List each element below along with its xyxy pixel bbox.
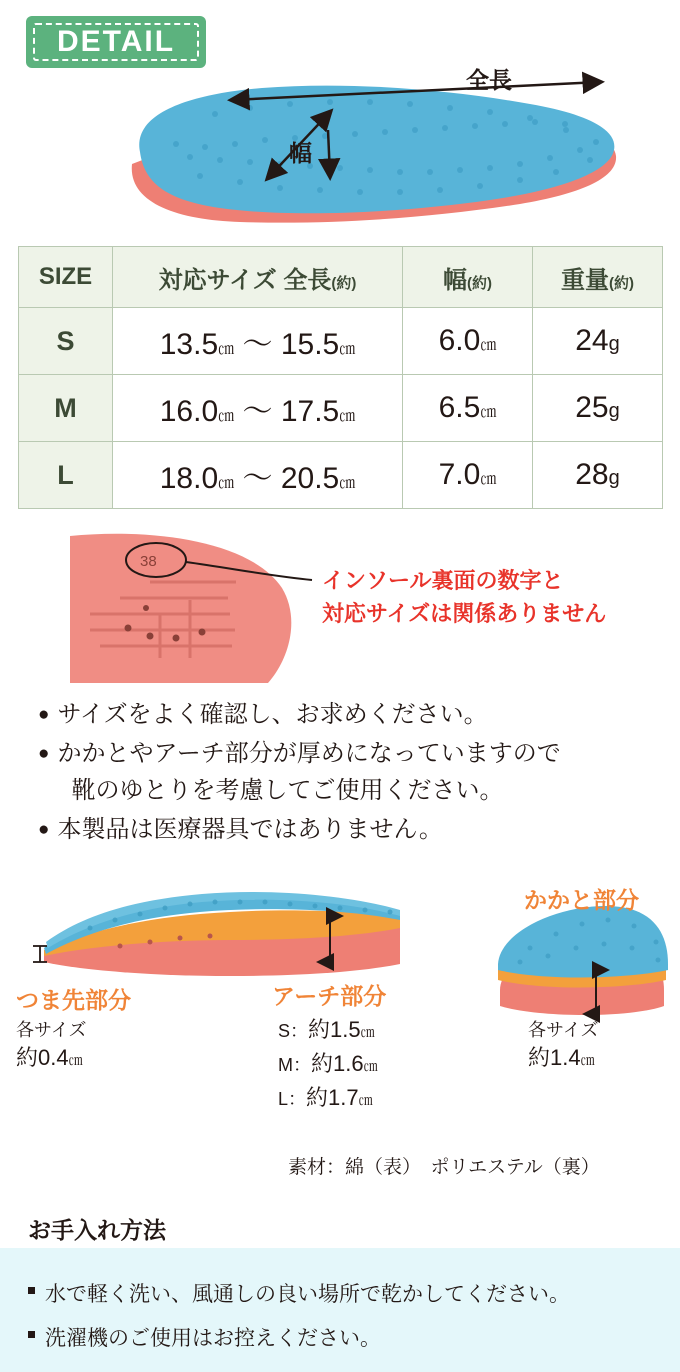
bullet-icon: ●	[38, 743, 50, 764]
cell-length	[113, 375, 403, 442]
length-max: 20.5	[280, 462, 340, 495]
care-item	[28, 1278, 570, 1308]
arch-value-m: 約1.6	[311, 1051, 364, 1076]
care-item	[28, 1322, 381, 1352]
width-unit: ㎝	[480, 404, 497, 421]
length-min: 18.0	[159, 462, 219, 495]
weight-value: 25	[575, 391, 609, 424]
heel-thickness-value	[528, 1016, 599, 1074]
heel-section-blue	[498, 906, 668, 978]
length-max-unit: ㎝	[339, 475, 356, 492]
width-value: 6.5	[438, 391, 481, 424]
bullet-icon: ●	[38, 819, 50, 840]
toe-thickness-unit: ㎝	[68, 1052, 83, 1068]
care-item-text: 水で軽く洗い、風通しの良い場所で乾かしてください。	[45, 1283, 570, 1306]
arch-thickness-row	[278, 1048, 378, 1082]
arch-thickness-list	[278, 1014, 378, 1116]
bullet-icon: ●	[38, 704, 50, 725]
arch-unit-s: ㎝	[360, 1024, 375, 1040]
weight-unit: g	[608, 333, 620, 355]
toe-thickness-caption: 各サイズ	[16, 1020, 87, 1040]
length-min-unit: ㎝	[218, 408, 235, 425]
care-item-text: 洗濯機のご使用はお控えください。	[45, 1327, 381, 1350]
heel-underside-section	[0, 518, 680, 683]
care-section-box	[0, 1248, 680, 1372]
length-min-unit: ㎝	[218, 341, 235, 358]
range-separator: ～	[242, 328, 273, 361]
cell-width	[403, 375, 533, 442]
width-unit: ㎝	[480, 471, 497, 488]
caution-item	[38, 735, 658, 809]
sole-printed-number: 38	[140, 553, 157, 570]
toe-part-label: つま先部分	[16, 987, 131, 1013]
width-label: 幅	[289, 140, 312, 166]
cautions-list	[38, 696, 658, 850]
caution-text-block	[57, 735, 658, 809]
cell-weight	[533, 308, 663, 375]
caution-item	[38, 811, 658, 848]
length-max: 15.5	[280, 328, 340, 361]
arch-part-label: アーチ部分	[272, 983, 387, 1009]
length-label: 全長	[466, 67, 512, 93]
weight-unit: g	[608, 467, 620, 489]
cell-weight	[533, 442, 663, 509]
heel-part-label: かかと部分	[524, 887, 639, 913]
header-weight-sub: (約)	[609, 274, 634, 292]
weight-value: 28	[575, 458, 609, 491]
cell-length	[113, 442, 403, 509]
arch-value-l: 約1.7	[306, 1085, 359, 1110]
width-value: 6.0	[438, 324, 481, 357]
banner-label: DETAIL	[56, 25, 176, 58]
heel-thickness-unit: ㎝	[580, 1052, 595, 1068]
heel-red-shape	[70, 534, 291, 683]
header-size: SIZE	[19, 247, 113, 308]
toe-thickness-number: 約0.4	[16, 1045, 69, 1070]
range-separator: ～	[242, 395, 273, 428]
caution-text: 本製品は医療器具ではありません。	[57, 816, 443, 843]
weight-unit: g	[608, 400, 620, 422]
length-max: 17.5	[280, 395, 340, 428]
header-width	[403, 247, 533, 308]
width-unit: ㎝	[480, 337, 497, 354]
caution-text: サイズをよく確認し、お求めください。	[57, 701, 488, 728]
range-separator: ～	[242, 462, 273, 495]
sole-number-note	[322, 564, 606, 630]
care-section-title: お手入れ方法	[28, 1217, 166, 1243]
cell-length	[113, 308, 403, 375]
caution-text-line1: かかとやアーチ部分が厚めになっていますので	[57, 740, 561, 767]
arch-thickness-row	[278, 1014, 378, 1048]
arch-thickness-row	[278, 1082, 378, 1116]
sole-number-note-line2: 対応サイズは関係ありません	[322, 601, 607, 626]
cell-width	[403, 308, 533, 375]
header-weight	[533, 247, 663, 308]
length-min: 16.0	[159, 395, 219, 428]
arch-size-l: L：	[278, 1089, 307, 1109]
cell-size: M	[19, 375, 113, 442]
weight-value: 24	[575, 324, 609, 357]
cell-weight	[533, 375, 663, 442]
heel-thickness-number: 約1.4	[528, 1045, 581, 1070]
cell-size: S	[19, 308, 113, 375]
insole-top-svg	[0, 52, 680, 227]
header-weight-text: 重量	[561, 266, 609, 294]
material-text: 素材：綿（表） ポリエステル（裏）	[288, 1157, 600, 1178]
caution-text-line2: 靴のゆとりを考慮してご使用ください。	[71, 777, 504, 804]
arch-unit-l: ㎝	[358, 1092, 373, 1108]
header-length-text: 対応サイズ 全長	[158, 266, 332, 294]
table-row	[19, 442, 663, 509]
width-value: 7.0	[438, 458, 481, 491]
arch-unit-m: ㎝	[363, 1058, 378, 1074]
heel-thickness-caption: 各サイズ	[528, 1020, 599, 1040]
length-min-unit: ㎝	[218, 475, 235, 492]
size-table	[18, 246, 663, 509]
header-length-sub: (約)	[331, 274, 357, 292]
header-length	[113, 247, 403, 308]
square-bullet-icon	[28, 1331, 35, 1338]
arch-value-s: 約1.5	[308, 1017, 361, 1042]
sole-number-note-line1: インソール裏面の数字と	[322, 568, 564, 593]
table-row	[19, 375, 663, 442]
arch-size-s: S：	[278, 1021, 309, 1041]
cell-size: L	[19, 442, 113, 509]
arch-size-m: M：	[278, 1055, 311, 1075]
length-min: 13.5	[159, 328, 219, 361]
table-row	[19, 308, 663, 375]
length-max-unit: ㎝	[339, 341, 356, 358]
cell-width	[403, 442, 533, 509]
header-width-sub: (約)	[467, 274, 492, 292]
table-header-row	[19, 247, 663, 308]
header-width-text: 幅	[443, 266, 467, 294]
length-max-unit: ㎝	[339, 408, 356, 425]
square-bullet-icon	[28, 1287, 35, 1294]
toe-thickness-value	[16, 1016, 87, 1074]
insole-top-illustration	[0, 52, 680, 227]
caution-item	[38, 696, 658, 733]
